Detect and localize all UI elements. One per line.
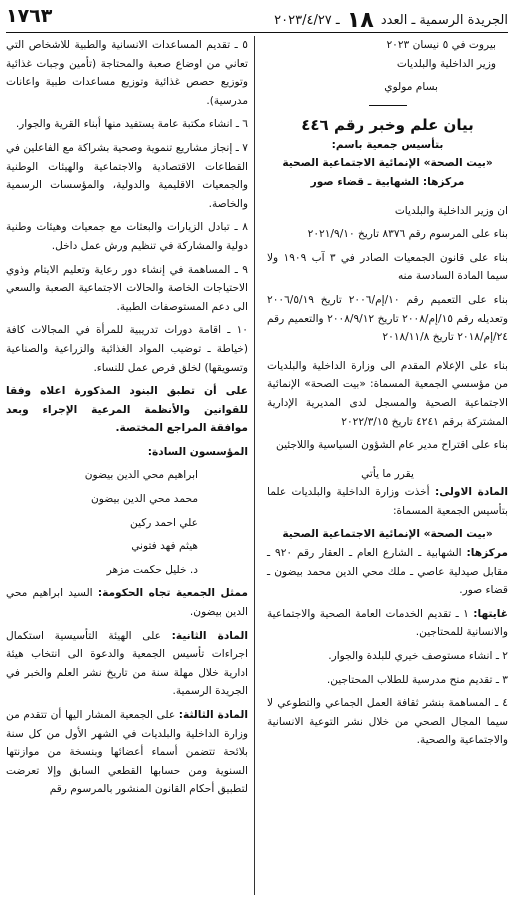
goal-8: ٨ ـ تبادل الزيارات والبعثات مع جمعيات وهيئات وطنية دولية والمشاركة في تنظيم ورش عمل داخل. [6,221,248,252]
place-date: بيروت في ٥ نيسان ٢٠٢٣ [386,39,496,51]
goal-5: ٥ ـ تقديم المساعدات الانسانية والطبية للاشخاص التي تعاني من اوضاع صعبة والمحتاجة (تأمين وجبات غذائية وتوزيع حصص غذائية وتوزيع مساعدات طبية واعانات مدرسية). [6,39,248,107]
right-column [267,36,508,750]
gazette-name: الجريدة الرسمية ـ العدد [380,13,508,28]
gazette-title [274,8,508,33]
founding-line: بتأسيس جمعية باسم: [331,138,444,151]
association-headquarters-heading: مركزها: الشهابية ـ قضاء صور [310,175,465,188]
goals-label: غايتها: [473,607,508,620]
goal-10: ١٠ ـ اقامة دورات تدريبية للمرأة في المجالات كافة (خياطة ـ توضيب المواد الغذائية والزراعية والصناعية وتسويقها) لخلق فرص عمل للنساء. [6,324,248,374]
section-rule [369,105,407,106]
statement-title: بيان علم وخبر رقم ٤٤٦ [301,115,474,134]
goal-7: ٧ ـ إنجاز مشاريع تنموية وصحية بشراكة مع الفاعلين في القطاعات الاقتصادية والاجتماعية والهيئات الوطنية والجمعيات الاقليمية والدولية، والمؤسسات الرسمية والخاصة. [6,141,248,210]
goal-4: ٤ ـ المساهمة بنشر ثقافة العمل الجماعي والتطوعي لا سيما المجال الصحي من خلال نشر التوعية الانسانية والاجتماعية والصحية. [267,697,508,747]
intro-line: ان وزير الداخلية والبلديات [394,204,508,217]
headquarters [267,544,508,600]
article-1 [267,483,508,520]
founders-label: المؤسسون السادة: [147,445,248,458]
column-divider [254,36,255,895]
recital-law: بناء على قانون الجمعيات الصادر في ٣ آب ١٩٠٩ ولا سيما المادة السادسة منه [267,251,509,283]
page-number: ١٧٦٣ [6,5,53,27]
goal-1-text: ١ ـ تقديم الخدمات العامة الصحية والاجتماعية والانسانية للمحتاجين. [267,607,508,639]
article-1-label: المادة الاولى: [434,486,509,499]
headquarters-text: الشهابية ـ الشارع العام ـ العقار رقم ٩٢٠ ـ مقابل صيدلية عاصي ـ ملك محي الدين محمد بيضون ـ قضاء صور. [267,547,508,597]
goal-6: ٦ ـ انشاء مكتبة عامة يستفيد منها أبناء القرية والجوار. [15,118,248,131]
headquarters-label: مركزها: [466,547,508,560]
founder-name: ابراهيم محي الدين بيضون [84,469,198,482]
recital-circulars: بناء على التعميم رقم ١٠/إم/٢٠٠٦ تاريخ ٢٠٠٦/٥/١٩ وتعديله رقم ١٥/إم/٢٠٠٨ تاريخ ٢٠٠٨/٩/١٢ والتعميم رقم ٢٤/إم/٢٠١٨ تاريخ ٢٠١٨/١١/٨ [267,293,508,344]
founder-name: د. خليل حكمت مزهر [106,563,198,576]
goal-3: ٣ ـ تقديم منح مدرسية للطلاب المحتاجين. [326,673,508,686]
goal-9: ٩ ـ المساهمة في إنشاء دور رعاية وتعليم الايتام وذوي الاحتياجات الخاصة والحالات الاجتماعية الصعبة والسعي الى دعم المستوصفات الطبية. [6,263,248,313]
article-2 [6,627,248,701]
goal-1 [267,605,508,642]
article-3-label: المادة الثالثة: [178,709,248,721]
founder-name: محمد محي الدين بيضون [91,493,198,506]
association-name-heading: «بيت الصحة» الإنمائية الاجتماعية الصحية [282,157,493,170]
founder-name: هيثم فهد فتوني [131,540,198,553]
article-2-label: المادة الثانية: [171,629,248,642]
article-1-text: أخذت وزارة الداخلية والبلديات علما بتأسيس الجمعية المسماة: [267,486,508,517]
decides-line: يقرر ما يأتي [361,467,414,480]
issue-date: ـ ٢٠٢٣/٤/٢٧ [274,13,340,28]
page-header [6,4,508,33]
representative [6,584,248,621]
compliance-clause: على أن تطبق البنود المذكورة اعلاه وفقا للقوانين والأنظمة المرعية الإجراء وبعد موافقة المراجع المختصة. [6,385,248,435]
recital-decree: بناء على المرسوم رقم ٨٣٧٦ تاريخ ٢٠٢١/٩/١٠ [307,228,508,241]
minister-name: بسام مولوي [384,81,438,94]
article-2-text: على الهيئة التأسيسية استكمال اجراءات تأسيس الجمعية والدعوة الى انتخاب هيئة ادارية خلال مهلة سنة من تاريخ نشر العلم والخبر في الجريدة الرسمية. [6,629,248,698]
founder-name: علي احمد ركين [130,516,198,529]
goal-2: ٢ ـ انشاء مستوصف خيري للبلدة والجوار. [328,650,508,663]
association-name: «بيت الصحة» الإنمائية الاجتماعية الصحية [282,528,493,541]
article-3 [6,706,248,799]
recital-proposal: بناء على اقتراح مدير عام الشؤون السياسية واللاجئين [276,439,508,452]
representative-name: السيد ابراهيم محي الدين بيضون. [6,587,248,619]
issue-number: ١٨ [346,8,374,33]
representative-label: ممثل الجمعية تجاه الحكومة: [97,587,248,600]
recital-notification: بناء على الإعلام المقدم الى وزارة الداخلية والبلديات من مؤسسي الجمعية المسماة: «بيت الصحة» الإنمائية الاجتماعية الصحية والمسجل لدى المديرية الإدارية المشتركة برقم ٤٢٤١ تاريخ ٢٠٢٢/٣/١٥ [267,359,508,428]
article-3-text: على الجمعية المشار اليها أن تتقدم من وزارة الداخلية والبلديات في الشهر الأول من كل سنة بلائحة تتضمن أسماء أعضائها وبنسخة من موازنتها السنوية ومن حسابها القطعي السابق وإلا تعرضت لتطبيق أحكام القانون المنشور بالمرسوم رقم [6,709,248,796]
minister-title: وزير الداخلية والبلديات [396,57,496,70]
left-column [6,36,248,799]
